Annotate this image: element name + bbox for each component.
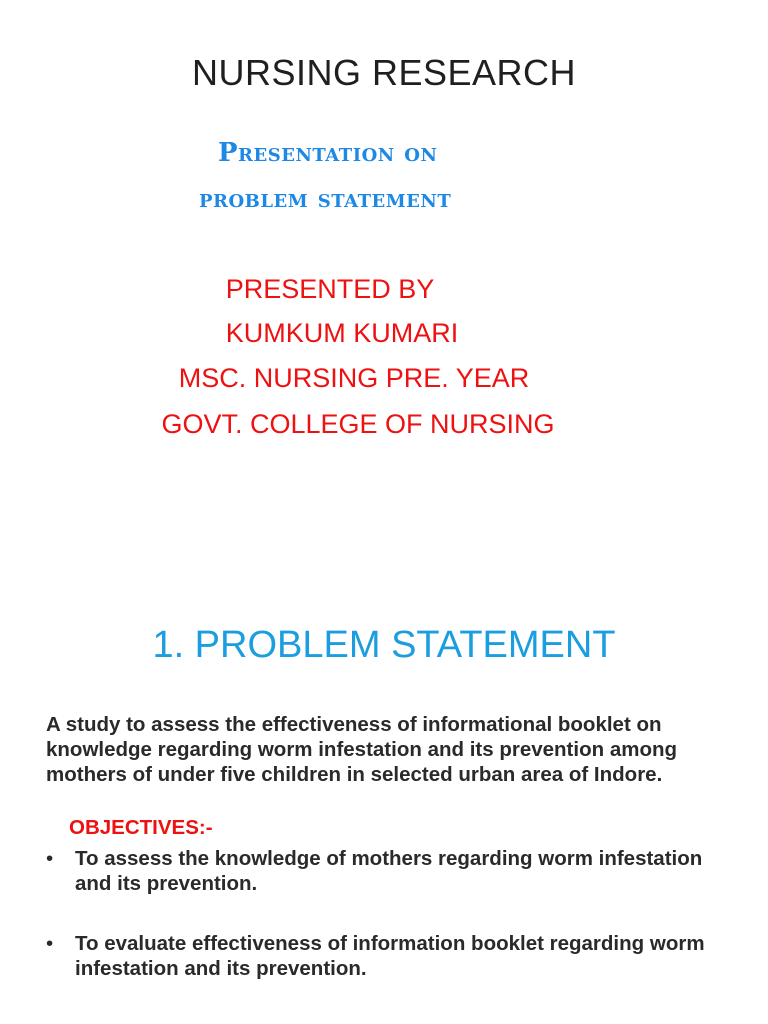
objective-text: To assess the knowledge of mothers regarding worm infestation and its prevention. <box>75 847 703 895</box>
bullet-icon: • <box>46 932 54 955</box>
objectives-list <box>46 846 736 1016</box>
problem-statement-text: A study to assess the effectiveness of informational booklet on knowledge regarding worm infestation and its prevention among mothers of under five children in selected urban area of Indore. <box>46 713 678 786</box>
section-title: 1. PROBLEM STATEMENT <box>152 624 616 666</box>
subtitle-line-2: problem statement <box>199 184 452 214</box>
presenter-college: GOVT. COLLEGE OF NURSING <box>161 409 555 439</box>
presenter-name: KUMKUM KUMARI <box>225 318 459 348</box>
presenter-course: MSC. NURSING PRE. YEAR <box>178 363 530 393</box>
objectives-heading: OBJECTIVES:- <box>69 816 213 839</box>
objective-item <box>46 931 736 981</box>
problem-statement-slide <box>0 576 768 1024</box>
presented-by-label: PRESENTED BY <box>225 274 435 304</box>
bullet-icon: • <box>46 847 54 870</box>
subtitle-line-1: Presentation on <box>218 138 438 168</box>
objective-item <box>46 846 736 896</box>
objective-text: To evaluate effectiveness of information booklet regarding worm infestation and its prevention. <box>75 932 705 980</box>
presentation-title: NURSING RESEARCH <box>191 52 577 93</box>
